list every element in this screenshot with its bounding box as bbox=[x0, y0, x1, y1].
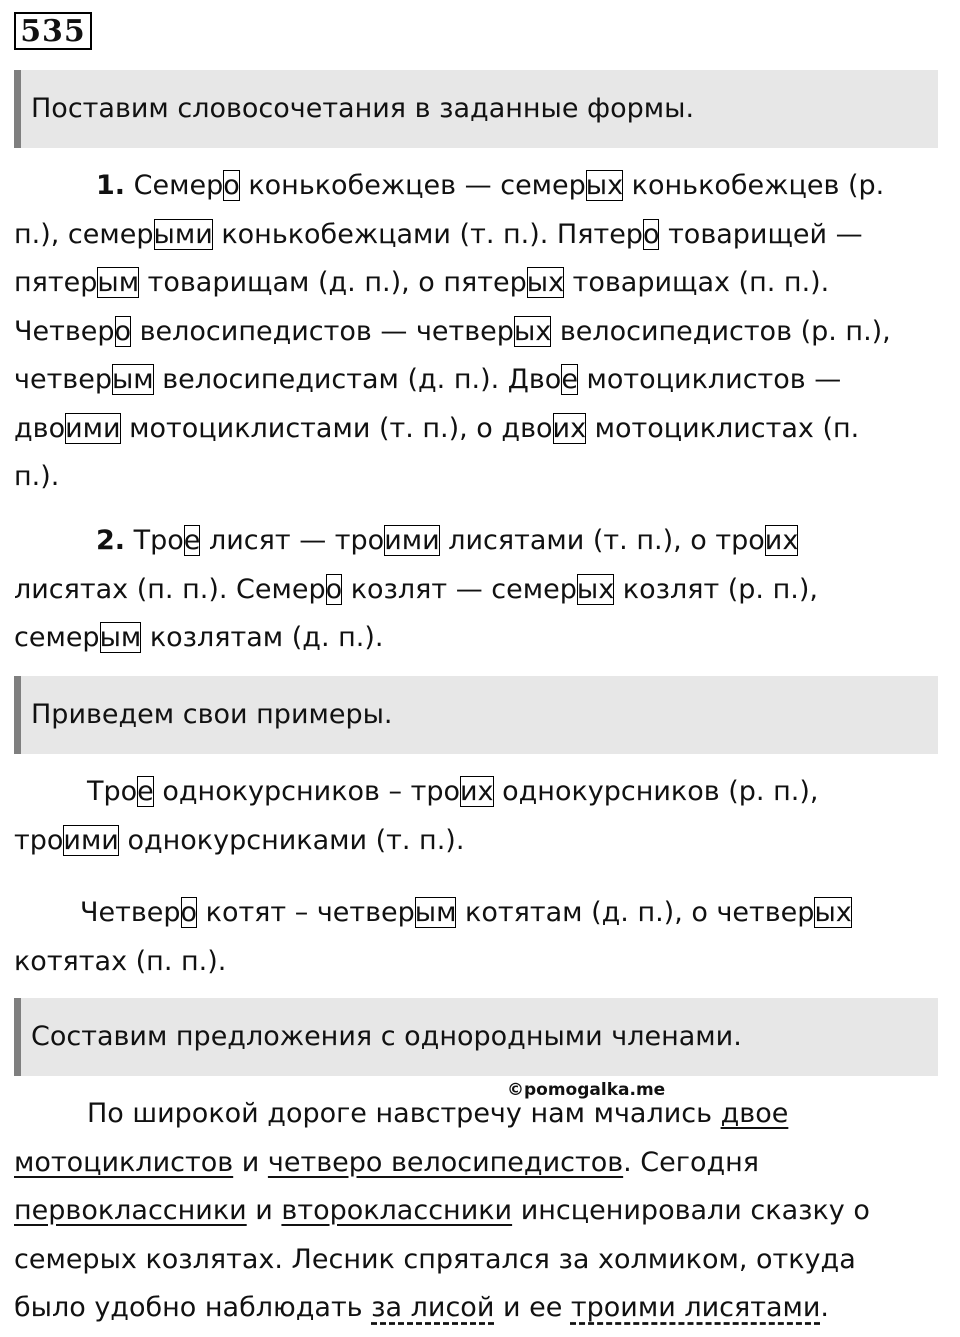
text: и ее bbox=[494, 1292, 571, 1323]
ending-box: о bbox=[223, 170, 240, 201]
ending-box: ых bbox=[814, 897, 852, 928]
text: Четвер bbox=[80, 897, 181, 928]
section-heading-text: Приведем свои примеры. bbox=[31, 699, 393, 730]
ending-box: ых bbox=[576, 573, 615, 605]
text: семер bbox=[14, 622, 100, 653]
ending-box: о bbox=[114, 315, 132, 347]
text: котят – четвер bbox=[197, 897, 415, 928]
sentence-line bbox=[14, 1139, 954, 1188]
task-1-line bbox=[14, 211, 954, 260]
text: и bbox=[246, 1195, 282, 1226]
text: мотоциклистами (т. п.), о дво bbox=[120, 412, 553, 444]
ending-box: ими bbox=[63, 824, 119, 856]
ending-box: о bbox=[642, 218, 660, 250]
section-heading-forms bbox=[14, 70, 938, 148]
text: мотоциклистах (п. bbox=[586, 412, 860, 444]
text: велосипедистов (р. п.), bbox=[551, 315, 891, 347]
task-number: 2. bbox=[96, 525, 126, 556]
text: конькобежцами (т. п.). Пятер bbox=[212, 218, 643, 250]
underlined-subject: мотоциклистов bbox=[14, 1146, 234, 1178]
sentence-line: семерых козлятах. Лесник спрятался за холмиком, откуда bbox=[14, 1243, 856, 1275]
text: Семер bbox=[133, 170, 224, 201]
ending-box: ими bbox=[384, 525, 440, 556]
task-1-line bbox=[14, 162, 954, 211]
text: однокурсников (р. п.), bbox=[493, 776, 819, 807]
text: однокурсников – тро bbox=[153, 776, 460, 807]
text: лисят — тро bbox=[200, 525, 385, 556]
text: По широкой дороге навстречу нам мчались bbox=[87, 1098, 721, 1129]
sentence-line bbox=[14, 1090, 954, 1139]
task-2-line bbox=[14, 566, 954, 615]
text: товарищам (д. п.), о пятер bbox=[139, 267, 527, 298]
text: Четвер bbox=[14, 315, 115, 347]
text: четвер bbox=[14, 364, 112, 395]
text: конькобежцев — семер bbox=[239, 170, 586, 201]
ending-box: их bbox=[764, 525, 799, 556]
ending-box: е bbox=[137, 776, 154, 807]
text: товарищей — bbox=[659, 218, 863, 250]
section-heading-sentences bbox=[14, 998, 938, 1076]
example-1-paragraph bbox=[14, 768, 954, 865]
task-2-paragraph bbox=[14, 517, 954, 663]
underlined-object: за лисой bbox=[371, 1292, 495, 1323]
example-line bbox=[14, 889, 954, 938]
text: лисятах (п. п.). Семер bbox=[14, 573, 326, 605]
underlined-subject: четверо велосипедистов bbox=[267, 1146, 624, 1178]
text: лисятами (т. п.), о тро bbox=[439, 525, 765, 556]
example-line bbox=[14, 817, 954, 866]
text: козлят — семер bbox=[342, 573, 577, 605]
task-number: 1. bbox=[96, 170, 126, 201]
section-heading-text: Составим предложения с однородными членами. bbox=[31, 1021, 742, 1052]
ending-box: их bbox=[459, 776, 494, 807]
text: . Сегодня bbox=[623, 1146, 760, 1178]
text: было удобно наблюдать bbox=[14, 1292, 372, 1323]
ending-box: ых bbox=[513, 315, 552, 347]
sentence-line bbox=[14, 1187, 954, 1236]
text: велосипедистам (д. п.). Дво bbox=[153, 364, 562, 395]
underlined-subject: двое bbox=[720, 1098, 789, 1129]
example-line bbox=[14, 768, 954, 817]
ending-box: е bbox=[183, 525, 201, 556]
ending-box: о bbox=[180, 897, 198, 928]
underlined-subject: первоклассники bbox=[14, 1195, 247, 1226]
underlined-object: троими лисятами bbox=[570, 1292, 821, 1323]
task-1-line bbox=[14, 259, 954, 308]
text: конькобежцев (р. bbox=[623, 170, 885, 201]
text: пятер bbox=[14, 267, 98, 298]
exercise-number: 535 bbox=[14, 12, 92, 50]
watermark: ©pomogalka.me bbox=[507, 1080, 666, 1100]
text: тро bbox=[14, 824, 64, 856]
ending-box: ыми bbox=[153, 218, 213, 250]
ending-box: ых bbox=[526, 267, 565, 298]
text: велосипедистов — четвер bbox=[131, 315, 514, 347]
ending-box: о bbox=[325, 573, 343, 605]
task-1-line bbox=[14, 405, 954, 454]
ending-box: ими bbox=[65, 412, 121, 444]
task-2-line bbox=[14, 517, 954, 566]
text: . bbox=[820, 1292, 830, 1323]
ending-box: е bbox=[561, 364, 578, 395]
text: Тро bbox=[87, 776, 138, 807]
task-1-paragraph bbox=[14, 162, 954, 502]
text: козлят (р. п.), bbox=[614, 573, 818, 605]
ending-box: ым bbox=[111, 364, 154, 395]
section-heading-text: Поставим словосочетания в заданные формы. bbox=[31, 93, 695, 124]
sentence-line bbox=[14, 1284, 954, 1333]
text: товарищах (п. п.). bbox=[564, 267, 830, 298]
text: и bbox=[233, 1146, 268, 1178]
ending-box: их bbox=[552, 412, 587, 444]
underlined-subject: второклассники bbox=[281, 1195, 513, 1226]
text: инсценировали сказку о bbox=[512, 1195, 870, 1226]
text: дво bbox=[14, 412, 66, 444]
ending-box: ых bbox=[585, 170, 624, 201]
ending-box: ым bbox=[97, 267, 140, 298]
text: мотоциклистов — bbox=[577, 364, 842, 395]
example-line: котятах (п. п.). bbox=[14, 945, 227, 977]
task-2-line bbox=[14, 614, 954, 663]
task-1-line bbox=[14, 308, 954, 357]
text: козлятам (д. п.). bbox=[141, 622, 384, 653]
ending-box: ым bbox=[99, 622, 142, 653]
task-1-line: п.). bbox=[14, 461, 60, 492]
section-heading-examples bbox=[14, 676, 938, 754]
ending-box: ым bbox=[414, 897, 457, 928]
text: котятам (д. п.), о четвер bbox=[456, 897, 815, 928]
text: Тро bbox=[133, 525, 184, 556]
sentences-paragraph bbox=[14, 1090, 954, 1333]
task-1-line bbox=[14, 356, 954, 405]
example-2-paragraph bbox=[14, 889, 954, 986]
text: однокурсниками (т. п.). bbox=[118, 824, 465, 856]
text: п.), семер bbox=[14, 218, 154, 250]
